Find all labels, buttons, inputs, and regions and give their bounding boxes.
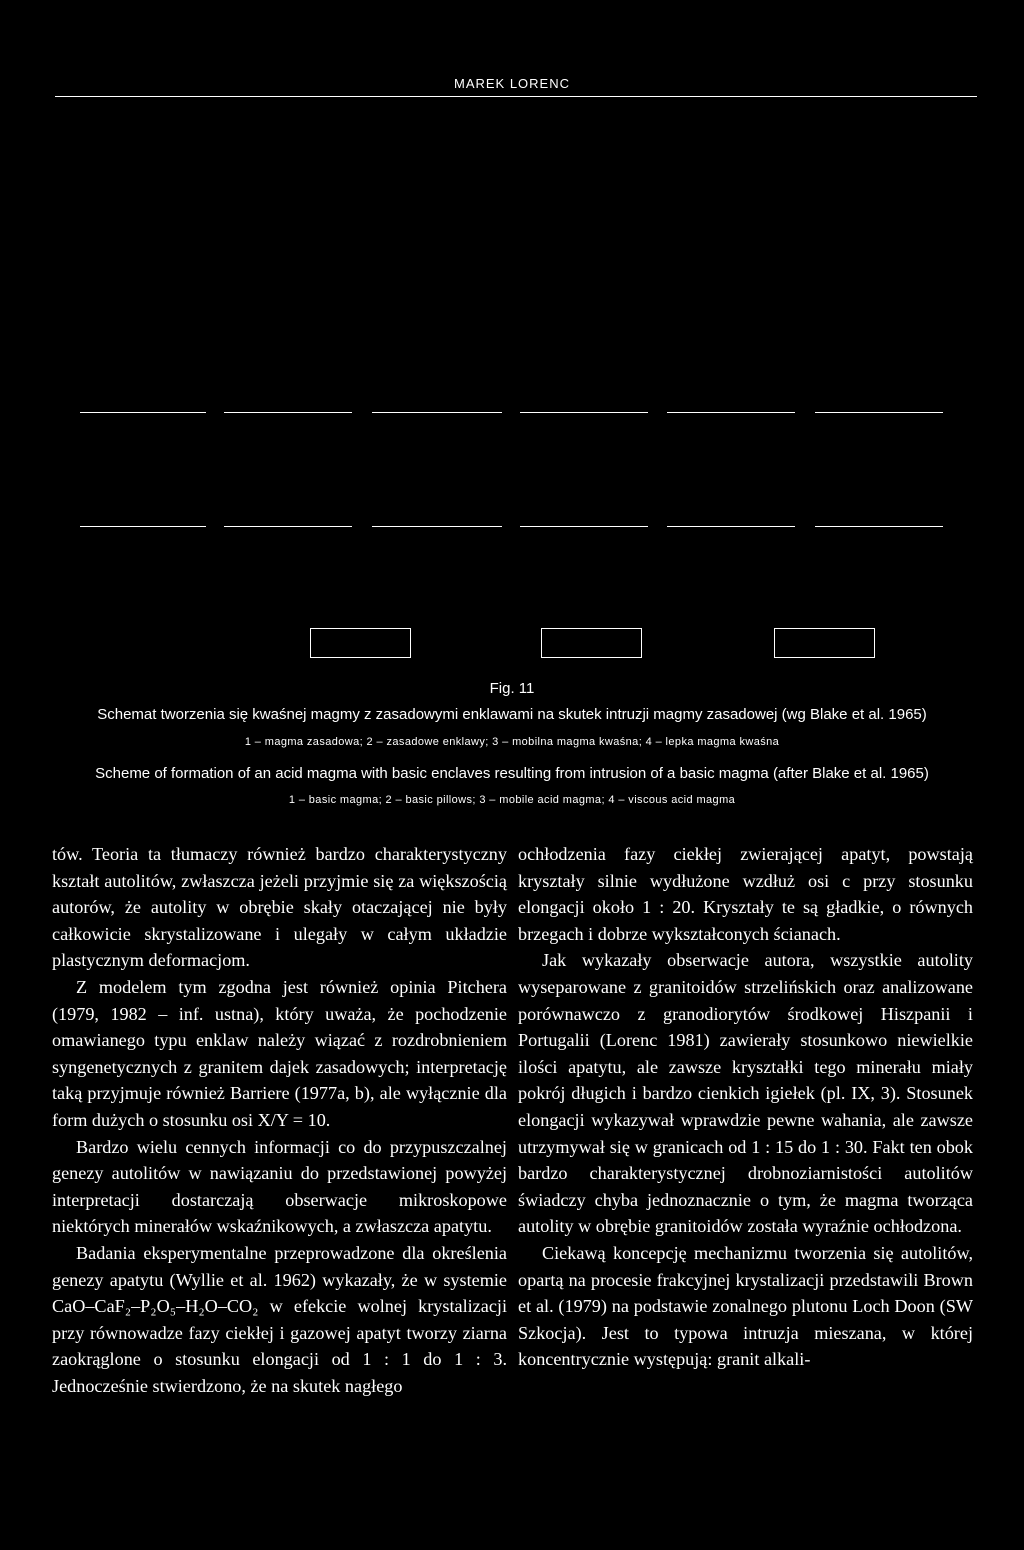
- figure-line-upper-1: [80, 412, 206, 413]
- figure-legend-english: 1 – basic magma; 2 – basic pillows; 3 – mobile acid magma; 4 – viscous acid magma: [288, 794, 736, 806]
- figure-line-upper-2: [224, 412, 352, 413]
- figure-line-upper-5: [667, 412, 795, 413]
- paragraph: ochłodzenia fazy ciekłej zwierającej apatyt, powstają kryształy silnie wydłużone wzdłuż osi c przy stosunku elongacji około 1 : 20. Kryształy te są gładkie, o równych brzegach i dobrze wykształconych ścianach.: [518, 844, 973, 944]
- figure-line-upper-4: [520, 412, 648, 413]
- figure-line-lower-2: [224, 526, 352, 527]
- figure-legend-polish: 1 – magma zasadowa; 2 – zasadowe enklawy; 3 – mobilna magma kwaśna; 4 – lepka magma kwaśna: [244, 736, 780, 748]
- figure-line-lower-1: [80, 526, 206, 527]
- figure-box-1: [310, 628, 411, 658]
- figure-line-upper-3: [372, 412, 502, 413]
- figure-line-lower-6: [815, 526, 943, 527]
- paragraph: tów. Teoria ta tłumaczy również bardzo charakterystyczny kształt autolitów, zwłaszcza jeżeli przyjmie się za większością autorów, że autolity w obrębie skały otaczającej nie były całkowicie skrystalizowane i ulegały w całym układzie plastycznym deformacjom.: [52, 844, 507, 971]
- figure-line-lower-3: [372, 526, 502, 527]
- running-header: MAREK LORENC: [453, 76, 571, 91]
- figure-number: Fig. 11: [489, 680, 535, 697]
- figure-caption-polish: Schemat tworzenia się kwaśnej magmy z zasadowymi enklawami na skutek intruzji magmy zasadowej (wg Blake et al. 1965): [97, 706, 927, 723]
- body-column-right: [518, 841, 973, 1373]
- figure-scheme: [0, 0, 1024, 680]
- paragraph: Ciekawą koncepcję mechanizmu tworzenia się autolitów, opartą na procesie frakcyjnej krystalizacji przedstawili Brown et al. (1979) na podstawie zonalnego plutonu Loch Doon (SW Szkocja). Jest to typowa intruzja mieszana, w której koncentrycznie występują: granit alkali-: [518, 1242, 973, 1370]
- paragraph: Badania eksperymentalne przeprowadzone dla określenia genezy apatytu (Wyllie et al. 1962) wykazały, że w systemie CaO–CaF₂–P₂O₅–H₂O–CO₂ w efekcie wolnej krystalizacji przy równowadze fazy ciekłej i gazowej apatyt tworzy ziarna zaokrąglone o stosunku elongacji od 1 : 1 do 1 : 3. Jednocześnie stwierdzono, że na skutek nagłego: [52, 1242, 507, 1396]
- paragraph: Bardzo wielu cennych informacji co do przypuszczalnej genezy autolitów w nawiązaniu do przedstawionej powyżej interpretacji dostarczają obserwacje mikroskopowe niektórych minerałów wskaźnikowych, a zwłaszcza apatytu.: [52, 1136, 507, 1237]
- figure-line-upper-6: [815, 412, 943, 413]
- figure-box-3: [774, 628, 875, 658]
- figure-caption-english: Scheme of formation of an acid magma with basic enclaves resulting from intrusion of a basic magma (after Blake et al. 1965): [95, 765, 929, 782]
- figure-line-lower-5: [667, 526, 795, 527]
- paragraph: Z modelem tym zgodna jest również opinia Pitchera (1979, 1982 – inf. ustna), który uważa, że pochodzenie omawianego typu enklaw należy wiązać z rozdrobnieniem syngenetycznych z granitem dajek zasadowych; interpretację taką przyjmuje również Barriere (1977a, b), ale wyłącznie dla form dużych o stosunku osi X/Y = 10.: [52, 976, 507, 1130]
- figure-line-lower-4: [520, 526, 648, 527]
- figure-box-2: [541, 628, 642, 658]
- body-column-left: [52, 841, 507, 1399]
- paragraph: Jak wykazały obserwacje autora, wszystkie autolity wyseparowane z granitoidów strzelińskich oraz analizowane porównawczo z granodiorytów środkowej Hiszpanii i Portugalii (Lorenc 1981) zawierały stosunkowo niewielkie ilości apatytu, ale zawsze kryształki tego minerału miały pokrój długich i bardzo cienkich igiełek (pl. IX, 3). Stosunek elongacji wykazywał wprawdzie pewne wahania, ale zawsze utrzymywał się w granicach od 1 : 15 do 1 : 30. Fakt ten obok bardzo charakterystycznej drobnoziarnistości autolitów świadczy chyba jednoznacznie o tym, że magma tworząca autolity w obrębie granitoidów została wyraźnie ochłodzona.: [518, 950, 973, 1237]
